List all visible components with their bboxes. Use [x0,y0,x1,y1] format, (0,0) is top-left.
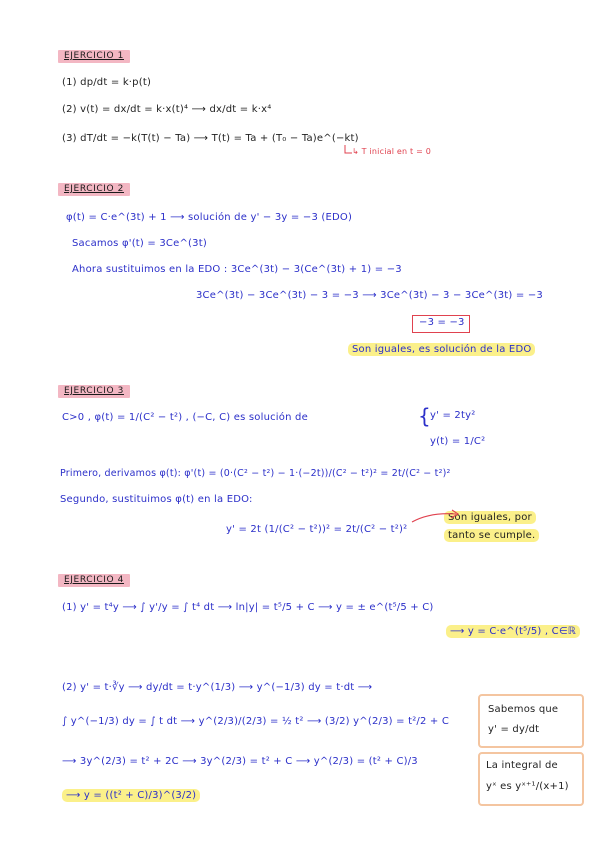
ex1-eq2-text: (2) v(t) = dx/dt = k·x(t)⁴ ⟶ dx/dt = k·x⁴ [62,104,272,115]
hint-box-derivative [478,694,584,748]
ex3-note-1-text: Son iguales, por [444,511,536,524]
hint-box-integral-line2: yˣ es yˣ⁺¹/(x+1) [486,781,569,792]
ex3-title: EJERCICIO 3 [58,385,130,398]
ex2-conclusion [348,344,535,355]
ex4-p2-line2: ∫ y^(−1/3) dy = ∫ t dt ⟶ y^(2/3)/(2/3) = ½ t² ⟶ (3/2) y^(2/3) = t²/2 + C [62,716,450,727]
ex2-result: −3 = −3 [419,317,465,328]
ex1-note: ↳ T inicial en t = 0 [352,147,432,156]
ex1-note-arrow [345,145,352,153]
hint-box-derivative-line2: y' = dy/dt [488,724,540,735]
ex2-line4: 3Ce^(3t) − 3Ce^(3t) − 3 = −3 ⟶ 3Ce^(3t) − 3 − 3Ce^(3t) = −3 [196,290,543,301]
ex2-title: EJERCICIO 2 [58,183,130,196]
ex3-note-1 [444,512,536,523]
ex1-eq1 [62,77,151,88]
ex3-system-eq2: y(t) = 1/C² [430,436,486,447]
ex4-p2-line3: ⟶ 3y^(2/3) = t² + 2C ⟶ 3y^(2/3) = t² + C ⟶ y^(2/3) = (t² + C)/3 [62,756,418,767]
ex1-eq2 [62,104,271,115]
ex3-line1: C>0 , φ(t) = 1/(C² − t²) , (−C, C) es solución de [62,412,308,423]
ex3-note-2 [444,530,539,541]
ex4-p1-result-text: ⟶ y = C·e^(t⁵/5) , C∈ℝ [446,625,580,638]
ex3-system-brace: { [418,404,431,428]
ex1-title: EJERCICIO 1 [58,50,130,63]
ex4-p2-result-text: ⟶ y = ((t² + C)/3)^(3/2) [62,789,200,802]
ex3-line3: Segundo, sustituimos φ(t) en la EDO: [60,494,253,505]
ex2-conclusion-text: Son iguales, es solución de la EDO [348,343,535,356]
ex1-eq3-text: (3) dT/dt = −k(T(t) − Ta) ⟶ T(t) = Ta + (T₀ − Ta)e^(−kt) [62,133,359,144]
ex3-note-2-text: tanto se cumple. [444,529,539,542]
hint-box-derivative-line1: Sabemos que [488,704,559,715]
ex1-eq3 [62,133,359,144]
ex2-line3: Ahora sustituimos en la EDO : 3Ce^(3t) − 3(Ce^(3t) + 1) = −3 [72,264,402,275]
ex3-system-eq1: y' = 2ty² [430,410,476,421]
ex4-p1-result [446,626,580,637]
ex2-line2: Sacamos φ'(t) = 3Ce^(3t) [72,238,207,249]
ex1-eq1-text: (1) dp/dt = k·p(t) [62,77,152,88]
ex4-p2-line1: (2) y' = t·∛y ⟶ dy/dt = t·y^(1/3) ⟶ y^(−1/3) dy = t·dt ⟶ [62,682,373,693]
ex4-title: EJERCICIO 4 [58,574,130,587]
ex4-p1-line: (1) y' = t⁴y ⟶ ∫ y'/y = ∫ t⁴ dt ⟶ ln|y| = t⁵/5 + C ⟶ y = ± e^(t⁵/5 + C) [62,602,434,613]
ex3-line4: y' = 2t (1/(C² − t²))² = 2t/(C² − t²)² [226,524,408,535]
ex3-line2: Primero, derivamos φ(t): φ'(t) = (0·(C² − t²) − 1·(−2t))/(C² − t²)² = 2t/(C² − t²)² [60,468,451,479]
ex4-p2-result [62,790,200,801]
hint-box-integral [478,752,584,806]
hint-box-integral-line1: La integral de [486,760,558,771]
ex2-line1: φ(t) = C·e^(3t) + 1 ⟶ solución de y' − 3y = −3 (EDO) [66,212,353,223]
